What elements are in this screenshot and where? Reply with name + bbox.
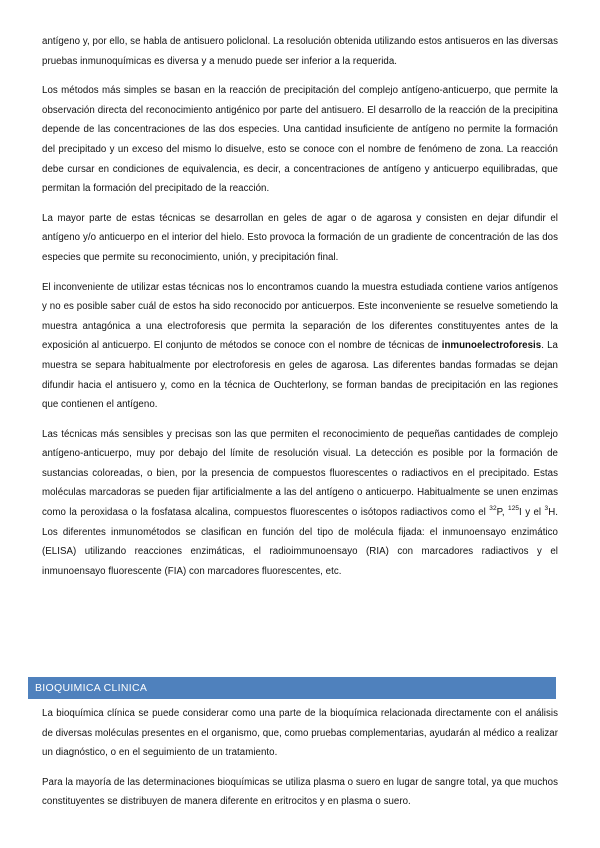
text-run: H. Los diferentes inmunométodos se clasifican en función del tipo de molécula fijada: el inmunoensayo enzimático (ELISA) utilizando reacciones enzimáticas, el radioimmunoensayo (RIA) con marcadores radiactivos y el inmunoensayo fluorescente (FIA) con marcadores fluorescentes, etc. bbox=[42, 507, 559, 577]
paragraph-plasma-suero: Para la mayoría de las determinaciones bioquímicas se utiliza plasma o suero en lugar de sangre total, ya que muchos constituyentes se distribuyen de manera diferente en eritrocitos y en plasma o suero. bbox=[42, 776, 558, 808]
paragraph-bioquimica-clinica: La bioquímica clínica se puede considerar como una parte de la bioquímica relacionada directamente con el análisis de diversas moléculas presentes en el organismo, que, como pruebas complementarias, ayudarán al médico a realizar un diagnóstico, o en el seguimiento de un tratamiento. bbox=[42, 708, 558, 759]
paragraph-inmunometodos bbox=[42, 425, 558, 582]
superscript: 32 bbox=[489, 504, 497, 512]
text-run: P, bbox=[496, 507, 509, 519]
paragraph-precipitacion: Los métodos más simples se basan en la reacción de precipitación del complejo antígeno-anticuerpo, que permite la observación directa del reconocimiento antigénico por parte del antisuero. El desarrollo de la reacción de la precipitina depende de las concentraciones de las dos especies. Una cantidad insuficiente de antígeno no permite la formación del precipitado y un exceso del mismo lo disuelve, esto se conoce con el nombre de fenómeno de zona. La reacción debe cursar en condiciones de equivalencia, es decir, a concentraciones de antígeno y anticuerpo equilibradas, que permitan la formación del precipitado de la reacción. bbox=[42, 85, 558, 195]
bold-term: inmunoelectroforesis bbox=[441, 340, 542, 352]
paragraph-antisuero-policlonal: antígeno y, por ello, se habla de antisuero policlonal. La resolución obtenida utilizando estos antisueros en las diversas pruebas inmunoquímicas es diversa y a menudo puede ser inferior a la requerida. bbox=[42, 36, 558, 67]
text-run: . La muestra se separa habitualmente por electroforesis en geles de agarosa. Las diferentes bandas formadas se dejan difundir hacia el antisuero y, como en la técnica de Ouchterlony, se forman bandas de precipitación en las regiones que contienen el antígeno. bbox=[42, 340, 558, 411]
paragraph-inmunoelectroforesis bbox=[42, 278, 558, 415]
paragraph-geles-agar: La mayor parte de estas técnicas se desarrollan en geles de agar o de agarosa y consisten en dejar difundir el antígeno y/o anticuerpo en el interior del hielo. Esto provoca la formación de un gradiente de concentración de las dos especies que permite su reconocimiento, unión, y precipitación final. bbox=[42, 212, 558, 263]
section-header-bar bbox=[28, 677, 556, 699]
text-run: I y el bbox=[519, 507, 545, 519]
body-text-upper bbox=[42, 32, 558, 591]
section-title: BIOQUIMICA CLINICA bbox=[35, 682, 148, 694]
text-run: Las técnicas más sensibles y precisas son las que permiten el reconocimiento de pequeñas cantidades de complejo antígeno-anticuerpo, muy por debajo del límite de resolución visual. La detección es posible por la formación de sustancias coloreadas, o bien, por la presencia de compuestos fluorescentes o radiactivos en el precipitado. Estas moléculas marcadoras se pueden fijar artificialmente a las del antígeno o anticuerpo. Habitualmente se unen enzimas como la peroxidasa o la fosfatasa alcalina, compuestos fluorescentes o isótopos radiactivos como el bbox=[42, 428, 558, 519]
superscript: 3 bbox=[544, 504, 549, 512]
body-text-lower bbox=[42, 704, 558, 822]
superscript: 125 bbox=[508, 504, 520, 512]
text-run: El inconveniente de utilizar estas técnicas nos lo encontramos cuando la muestra estudiada contiene varios antígenos y no es posible saber cuál de estos ha sido reconocido por anticuerpos. Este inconveniente se resuelve sometiendo la muestra antagónica a una electroforesis que permita la separación de los diferentes constituyentes antes de la exposición al anticuerpo. El conjunto de métodos se conoce con el nombre de técnicas de bbox=[42, 281, 558, 352]
